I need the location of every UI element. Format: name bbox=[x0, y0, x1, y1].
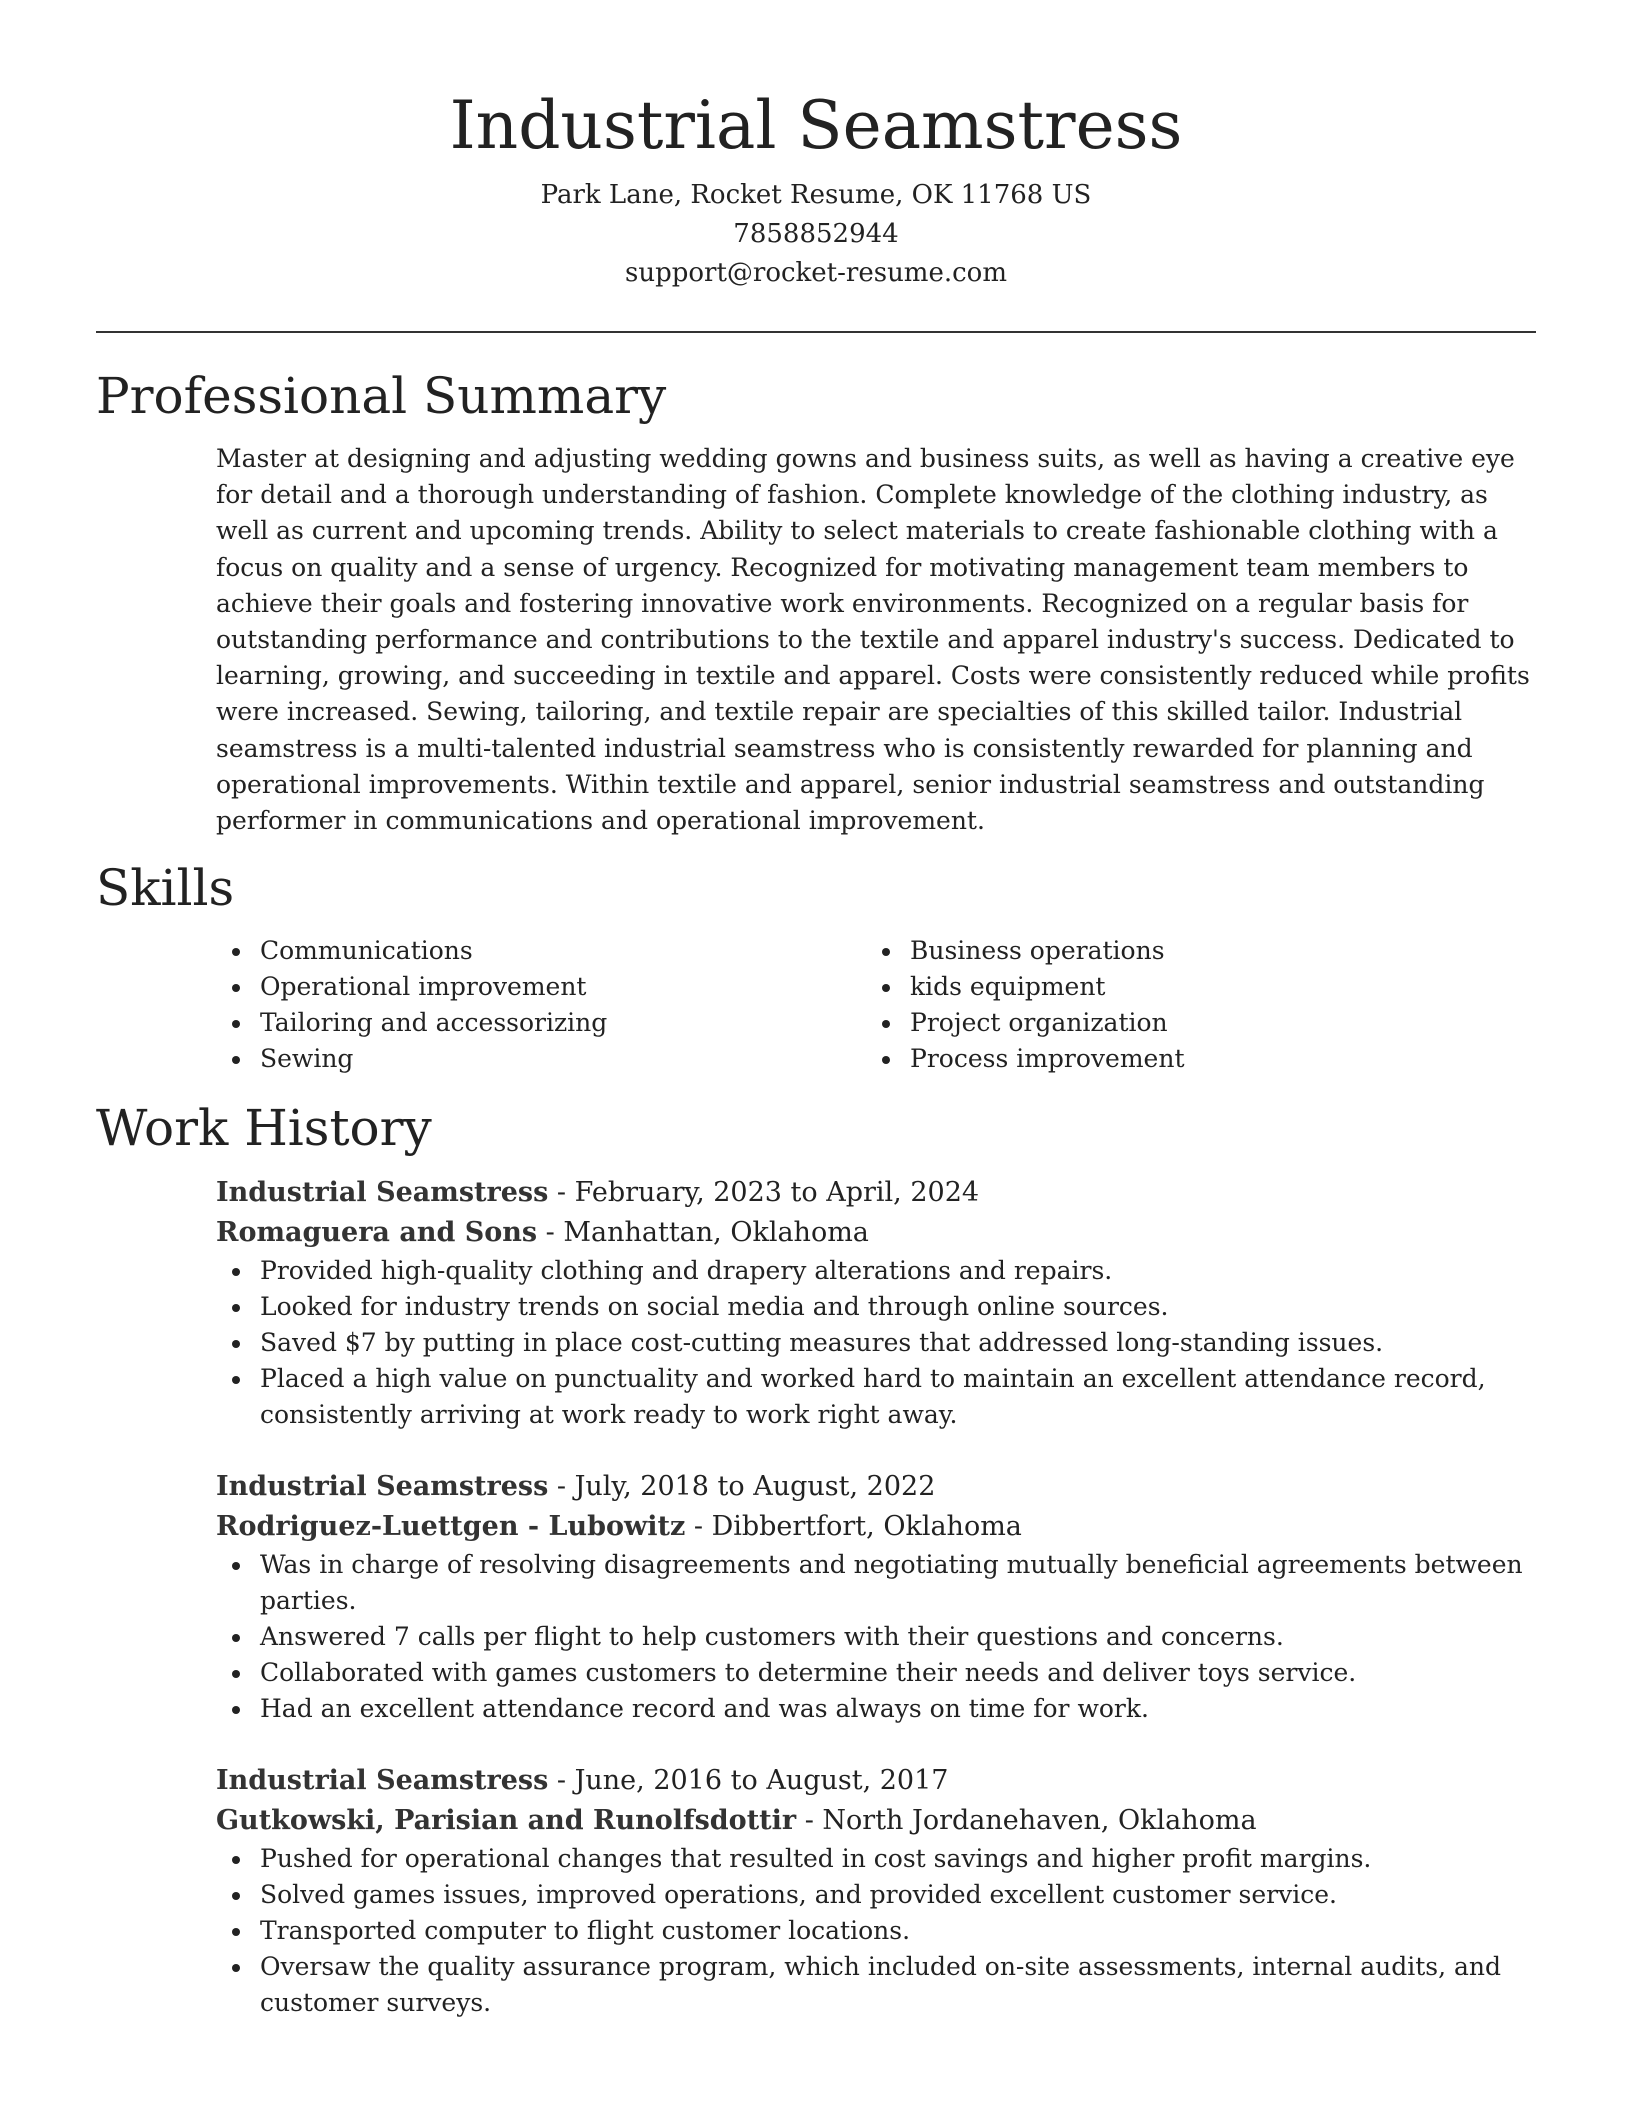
job-bullet: Saved $7 by putting in place cost-cutting measures that addressed long-standing issues. bbox=[216, 1325, 1536, 1361]
job-bullet-list bbox=[216, 1253, 1536, 1433]
summary-section bbox=[96, 365, 1536, 839]
resume-page bbox=[96, 0, 1536, 2021]
skills-grid bbox=[216, 933, 1536, 1077]
skill-item: kids equipment bbox=[866, 969, 1516, 1005]
skills-section bbox=[96, 857, 1536, 1077]
job-bullet: Had an excellent attendance record and was always on time for work. bbox=[216, 1691, 1536, 1727]
job-bullet: Was in charge of resolving disagreements and negotiating mutually beneficial agreements between parties. bbox=[216, 1547, 1536, 1619]
job-bullet: Looked for industry trends on social media and through online sources. bbox=[216, 1289, 1536, 1325]
job-dates: - February, 2023 to April, 2024 bbox=[548, 1177, 980, 1209]
resume-header bbox=[96, 0, 1536, 293]
job-title-line bbox=[216, 1761, 1536, 1801]
skills-heading: Skills bbox=[96, 859, 235, 918]
skills-column-right bbox=[866, 933, 1516, 1077]
header-divider bbox=[96, 331, 1536, 333]
job-bullet: Placed a high value on punctuality and worked hard to maintain an excellent attendance record, consistently arriving at work ready to work right away. bbox=[216, 1361, 1536, 1433]
contact-email: support@rocket-resume.com bbox=[624, 258, 1007, 288]
job-company-line bbox=[216, 1801, 1536, 1841]
job-bullet: Collaborated with games customers to determine their needs and deliver toys service. bbox=[216, 1655, 1536, 1691]
job-entry bbox=[216, 1761, 1536, 2021]
job-bullet-list bbox=[216, 1547, 1536, 1727]
contact-info bbox=[96, 176, 1536, 293]
job-company: Romaguera and Sons bbox=[216, 1217, 538, 1249]
job-bullet: Provided high-quality clothing and drapery alterations and repairs. bbox=[216, 1253, 1536, 1289]
skill-item: Tailoring and accessorizing bbox=[216, 1005, 866, 1041]
job-dates: - July, 2018 to August, 2022 bbox=[548, 1471, 936, 1503]
job-location: - Dibbertfort, Oklahoma bbox=[685, 1511, 1022, 1543]
skill-item: Process improvement bbox=[866, 1041, 1516, 1077]
summary-text: Master at designing and adjusting wedding gowns and business suits, as well as having a creative eye for detail and a thorough understanding of fashion. Complete knowledge of the clothing industry, as well as current and upcoming trends. Ability to select materials to create fashionable clothing with a focus on quality and a sense of urgency. Recognized for motivating management team members to achieve their goals and fostering innovative work environments. Recognized on a regular basis for outstanding performance and contributions to the textile and apparel industry's success. Dedicated to learning, growing, and succeeding in textile and apparel. Costs were consistently reduced while profits were increased. Sewing, tailoring, and textile repair are specialties of this skilled tailor. Industrial seamstress is a multi-talented industrial seamstress who is consistently rewarded for planning and operational improvements. Within textile and apparel, senior industrial seamstress and outstanding performer in communications and operational improvement. bbox=[216, 444, 1530, 836]
contact-phone: 7858852944 bbox=[733, 219, 899, 249]
contact-address: Park Lane, Rocket Resume, OK 11768 US bbox=[540, 180, 1092, 210]
skill-item: Operational improvement bbox=[216, 969, 866, 1005]
job-bullet: Answered 7 calls per flight to help customers with their questions and concerns. bbox=[216, 1619, 1536, 1655]
job-title: Industrial Seamstress bbox=[216, 1471, 549, 1503]
job-company: Rodriguez-Luettgen - Lubowitz bbox=[216, 1511, 686, 1543]
skills-column-left bbox=[216, 933, 866, 1077]
skill-item: Project organization bbox=[866, 1005, 1516, 1041]
job-bullet: Solved games issues, improved operations, and provided excellent customer service. bbox=[216, 1877, 1536, 1913]
job-bullet: Transported computer to flight customer locations. bbox=[216, 1913, 1536, 1949]
job-location: - North Jordanehaven, Oklahoma bbox=[796, 1805, 1257, 1837]
skill-item: Sewing bbox=[216, 1041, 866, 1077]
job-bullet: Pushed for operational changes that resulted in cost savings and higher profit margins. bbox=[216, 1841, 1536, 1877]
job-bullet-list bbox=[216, 1841, 1536, 2021]
summary-heading: Professional Summary bbox=[96, 367, 667, 425]
job-title-line bbox=[216, 1173, 1536, 1213]
job-title: Industrial Seamstress bbox=[216, 1177, 549, 1209]
work-history-heading: Work History bbox=[96, 1099, 432, 1158]
job-location: - Manhattan, Oklahoma bbox=[537, 1217, 869, 1249]
job-title: Industrial Seamstress bbox=[216, 1765, 549, 1797]
job-entry bbox=[216, 1467, 1536, 1727]
job-bullet: Oversaw the quality assurance program, which included on-site assessments, internal audits, and customer surveys. bbox=[216, 1949, 1536, 2021]
work-history-section bbox=[96, 1097, 1536, 2021]
job-company-line bbox=[216, 1213, 1536, 1253]
job-company-line bbox=[216, 1507, 1536, 1547]
job-title-line bbox=[216, 1467, 1536, 1507]
job-dates: - June, 2016 to August, 2017 bbox=[548, 1765, 949, 1797]
candidate-name: Industrial Seamstress bbox=[449, 87, 1183, 164]
skill-item: Business operations bbox=[866, 933, 1516, 969]
job-company: Gutkowski, Parisian and Runolfsdottir bbox=[216, 1805, 797, 1837]
job-entry bbox=[216, 1173, 1536, 1433]
skill-item: Communications bbox=[216, 933, 866, 969]
